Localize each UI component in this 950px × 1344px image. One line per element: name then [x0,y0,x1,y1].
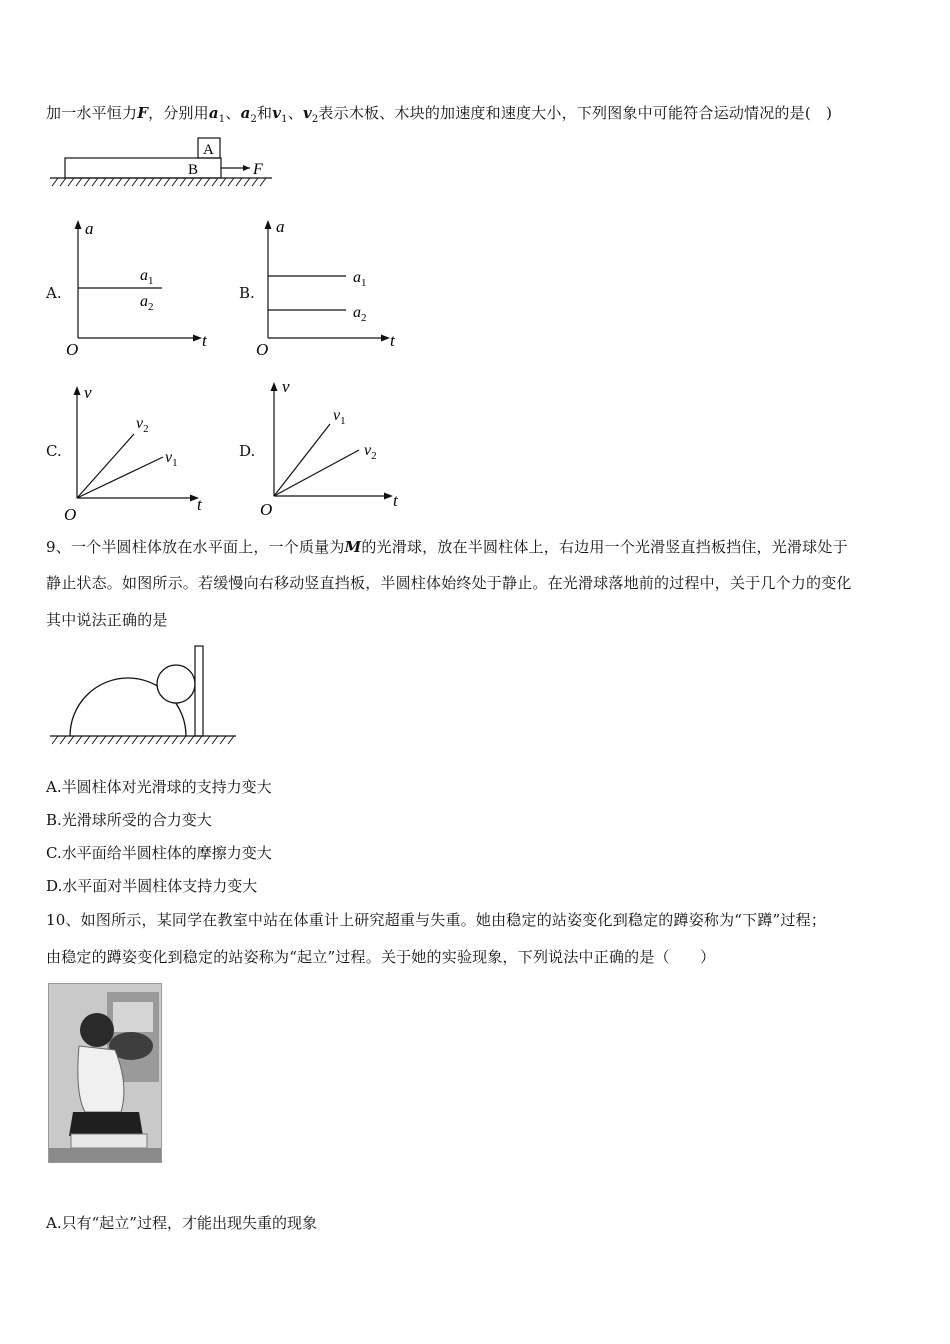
q9-stem-line3: 其中说法正确的是 [46,611,168,629]
label-v1: $v_1$ [165,449,178,469]
squatting-student-illustration [49,984,161,1162]
q10-option-a[interactable]: A.只有“起立”过程，才能出现失重的现象 [46,1214,317,1232]
x-axis-arrow [193,335,202,342]
y-axis-arrow [74,386,81,395]
y-axis-label: a [85,219,94,238]
label-a1: $a_1$ [353,269,367,289]
origin-label: O [64,505,77,524]
ground-hatch [52,178,266,186]
label-a1: $a_1$ [140,267,154,287]
q9-stem-line2: 静止状态。如图所示。若缓慢向右移动竖直挡板，半圆柱体始终处于静止。在光滑球落地前的过程中，关于几个力的变化 [46,574,852,592]
ground-hatch [52,736,234,744]
x-axis-label: t [390,331,395,350]
x-axis-label: t [202,331,207,350]
q8-option-c-label[interactable]: C. [46,442,62,460]
q8-option-a-label[interactable]: A. [46,284,62,302]
force-label: F [253,161,263,178]
label-v2: $v_2$ [136,415,149,435]
x-axis-arrow [381,335,390,342]
q9-stem-line1: 9、一个半圆柱体放在水平面上，一个质量为M的光滑球，放在半圆柱体上，右边用一个光滑竖直挡板挡住，光滑球处于 [46,538,848,556]
q8-option-c-graph[interactable] [60,378,220,526]
line-v1 [274,424,330,496]
q10-scale-photo [48,983,162,1163]
q9-option-a[interactable]: A.半圆柱体对光滑球的支持力变大 [46,778,272,796]
q10-stem-line1: 10、如图所示，某同学在教室中站在体重计上研究超重与失重。她由稳定的站姿变化到稳定的蹲姿称为“下蹲”过程； [46,911,827,929]
vertical-baffle [195,646,203,736]
x-axis-label: t [197,495,202,514]
q9-option-c[interactable]: C.水平面给半圆柱体的摩擦力变大 [46,844,272,862]
y-axis-label: v [282,377,290,396]
q9-option-b[interactable]: B.光滑球所受的合力变大 [46,811,212,829]
block-a-label: A [203,142,214,158]
line-v2 [77,434,134,498]
label-v2: $v_2$ [364,442,377,462]
origin-label: O [66,340,79,359]
label-v1: $v_1$ [333,407,346,427]
y-axis-arrow [271,382,278,391]
x-axis-label: t [393,491,398,510]
y-axis-label: a [276,217,285,236]
x-axis-arrow [384,493,393,500]
board-b-label: B [188,162,199,178]
q8-stem: 加一水平恒力F，分别用$a_1$、$a_2$和$v_1$、$v_2$表示木板、木块的加速度和速度大小，下列图象中可能符合运动情况的是( ) [46,104,833,125]
origin-label: O [256,340,269,359]
y-axis-arrow [75,220,82,229]
line-v2 [274,450,359,496]
q8-option-b-graph[interactable] [252,214,422,364]
q9-option-d[interactable]: D.水平面对半圆柱体支持力变大 [46,877,258,895]
label-a2: $a_2$ [353,304,367,324]
label-a2: $a_2$ [140,293,154,313]
q9-semicylinder-figure [44,640,244,752]
q8-option-a-graph[interactable] [60,214,220,364]
q8-option-d-label[interactable]: D. [239,442,256,460]
y-axis-label: v [84,383,92,402]
q8-board-figure [40,134,280,190]
line-v1 [77,457,163,498]
q10-stem-line2: 由稳定的蹲姿变化到稳定的站姿称为“起立”过程。关于她的实验现象，下列说法中正确的是（ ） [46,948,716,966]
y-axis-arrow [265,220,272,229]
origin-label: O [260,500,273,519]
q8-option-b-label[interactable]: B. [239,284,255,302]
q8-option-d-graph[interactable] [254,374,414,524]
smooth-ball [157,665,195,703]
force-arrow-head [243,165,250,171]
